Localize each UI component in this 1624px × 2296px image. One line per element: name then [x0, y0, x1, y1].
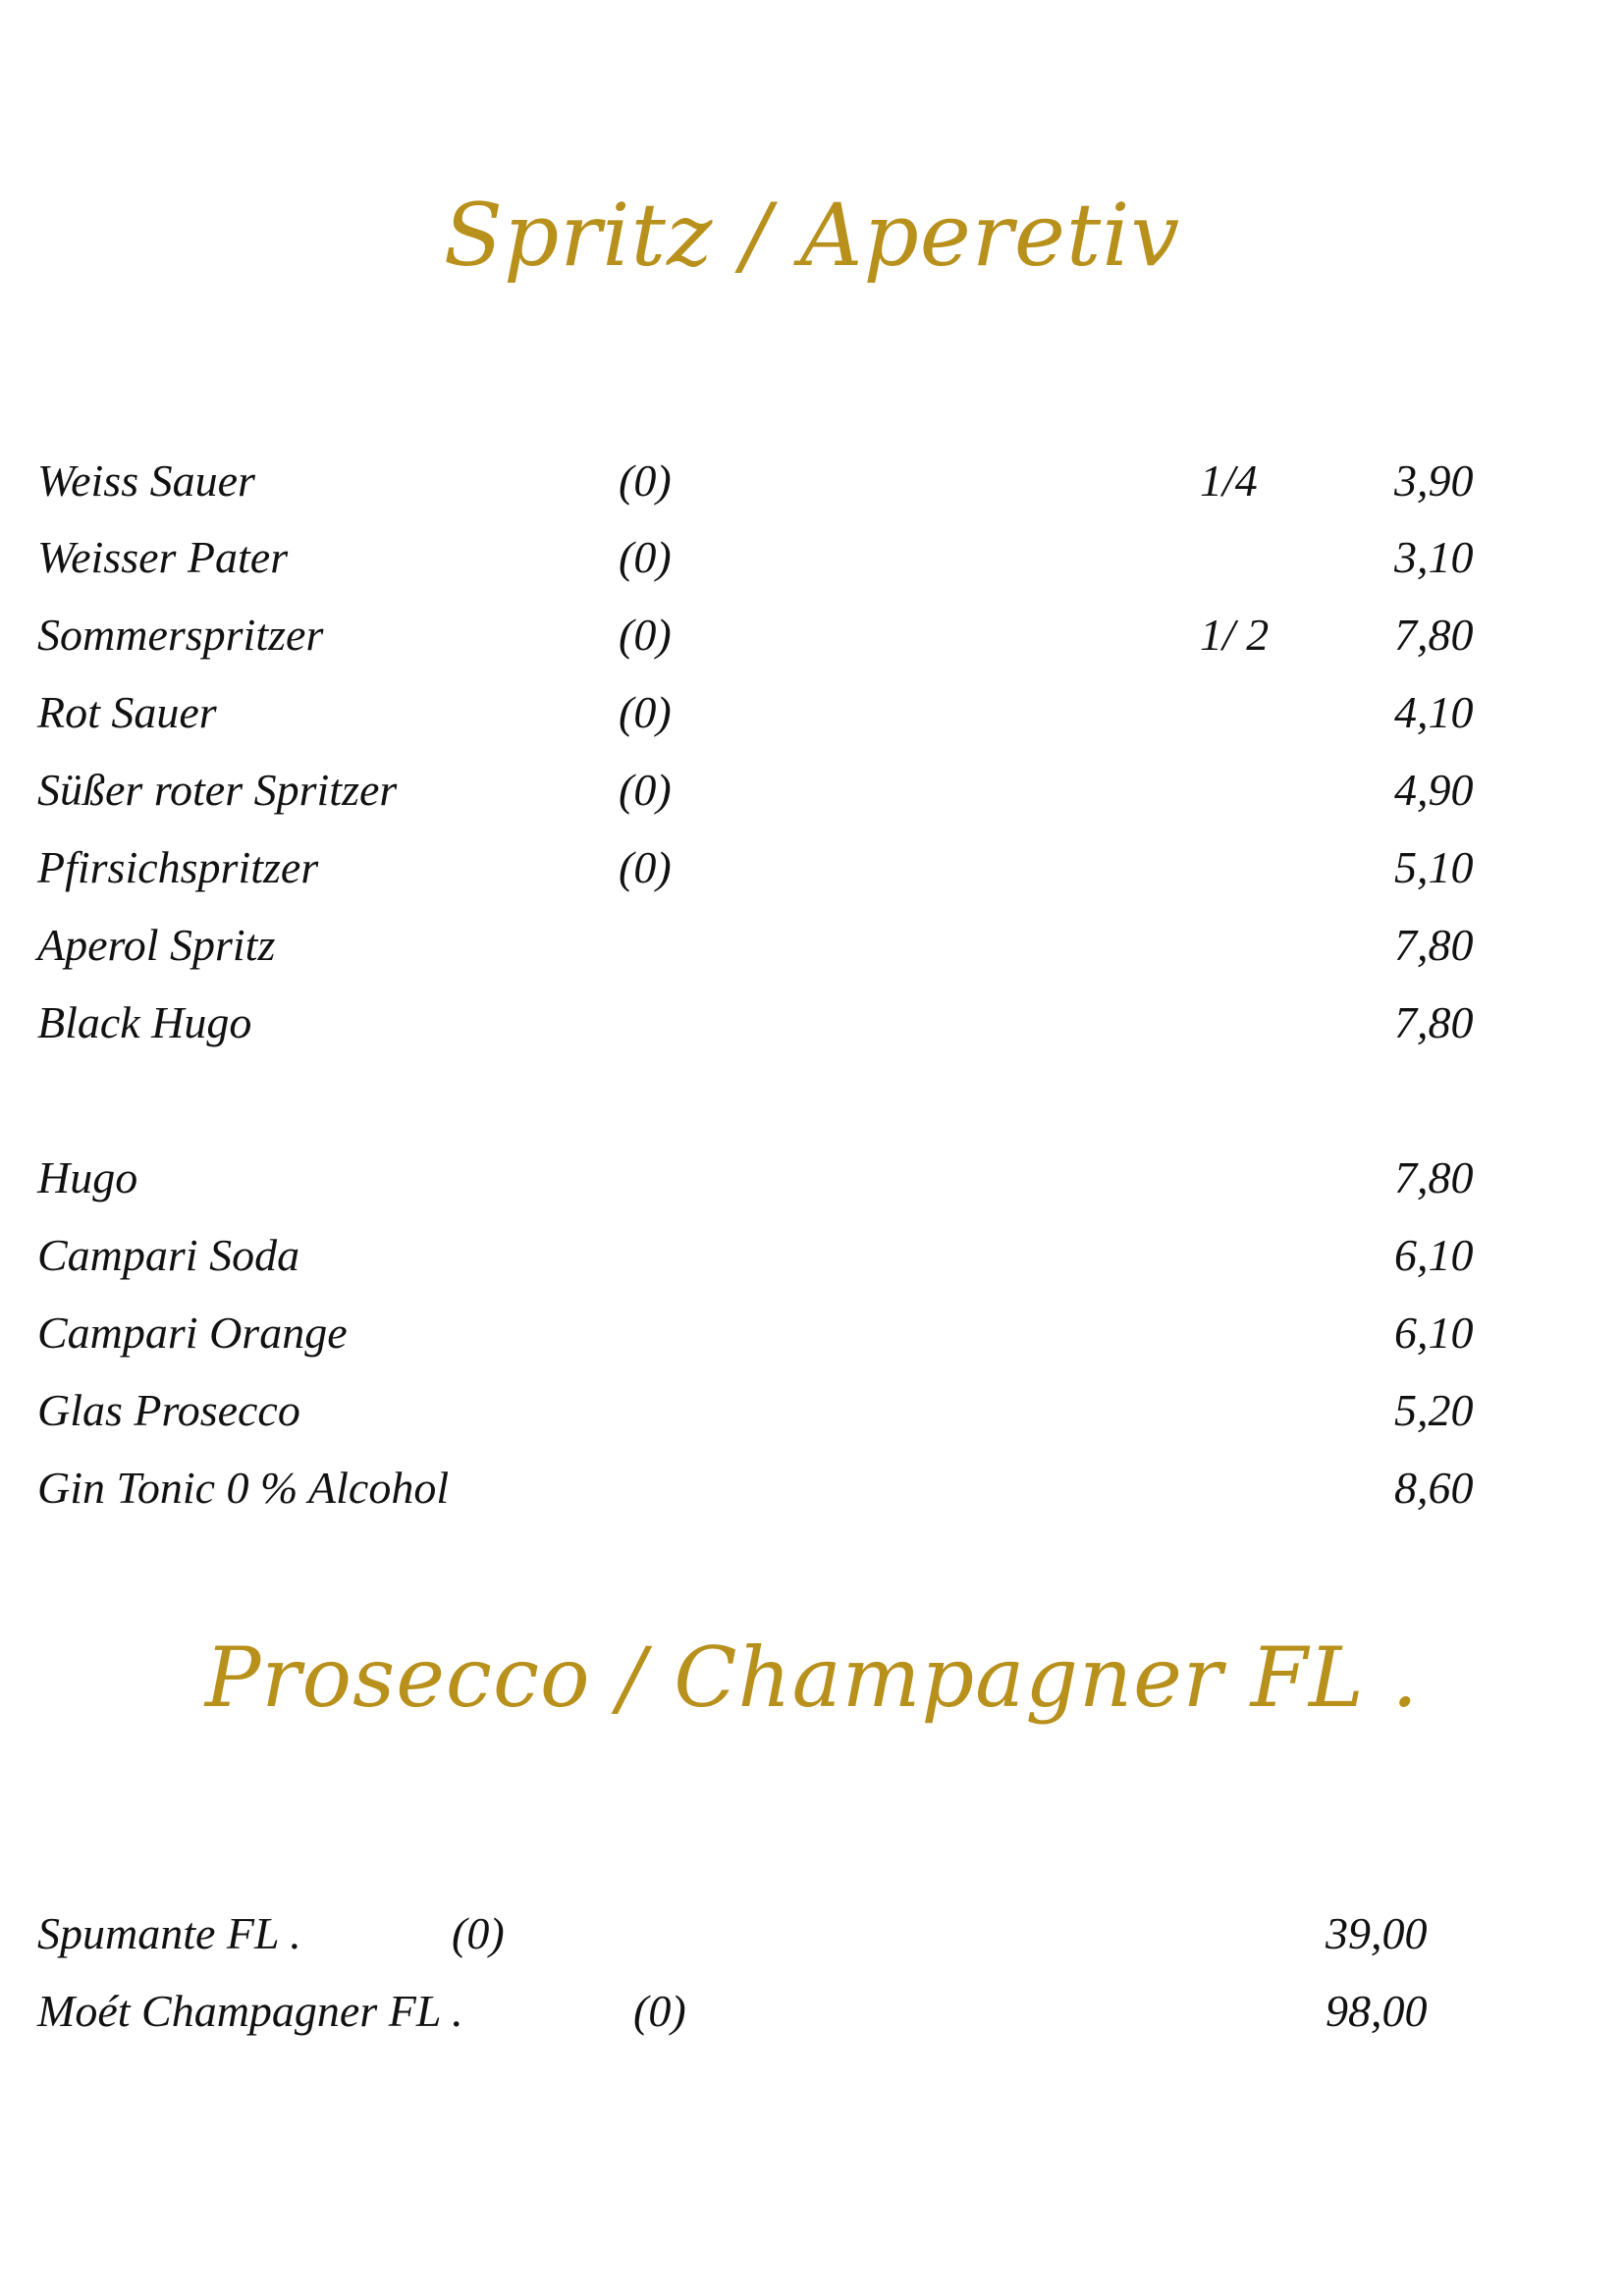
menu-item-name: Black Hugo — [37, 997, 252, 1047]
menu-item-name: Pfirsichspritzer — [37, 842, 319, 892]
menu-item-price: 3,90 — [1394, 455, 1474, 506]
section-title-spritz: Spritz / Aperetiv — [443, 185, 1181, 286]
menu-item-price: 6,10 — [1394, 1230, 1474, 1280]
menu-item-name: Weiss Sauer — [37, 455, 255, 506]
menu-item-zero: (0) — [633, 1986, 686, 2036]
menu-item-price: 98,00 — [1326, 1986, 1428, 2036]
menu-item-price: 4,10 — [1394, 687, 1474, 737]
menu-item-price: 5,10 — [1394, 842, 1474, 892]
menu-item-zero: (0) — [619, 687, 672, 737]
menu-item-name: Weisser Pater — [37, 532, 289, 582]
menu-item-price: 3,10 — [1394, 532, 1474, 582]
menu-item-size: 1/ 2 — [1200, 610, 1270, 660]
menu-item-name: Aperol Spritz — [37, 920, 276, 970]
menu-item-zero: (0) — [619, 765, 672, 815]
menu-item-price: 6,10 — [1394, 1308, 1474, 1358]
section-title-prosecco: Prosecco / Champagner FL . — [204, 1629, 1420, 1726]
menu-item-name: Glas Prosecco — [37, 1385, 300, 1435]
menu-item-price: 8,60 — [1394, 1463, 1474, 1513]
menu-item-price: 7,80 — [1394, 997, 1474, 1047]
menu-item-name: Gin Tonic 0 % Alcohol — [37, 1463, 450, 1513]
menu-item-size: 1/4 — [1200, 455, 1258, 506]
menu-item-price: 7,80 — [1394, 1152, 1474, 1202]
menu-item-price: 39,00 — [1326, 1908, 1428, 1958]
menu-item-zero: (0) — [619, 842, 672, 892]
menu-item-price: 7,80 — [1394, 610, 1474, 660]
menu-item-name: Süßer roter Spritzer — [37, 765, 398, 815]
menu-item-price: 7,80 — [1394, 920, 1474, 970]
menu-item-price: 5,20 — [1394, 1385, 1474, 1435]
menu-item-name: Spumante FL . — [37, 1908, 301, 1958]
menu-item-name: Campari Orange — [37, 1308, 348, 1358]
menu-item-zero: (0) — [619, 455, 672, 506]
menu-item-name: Sommerspritzer — [37, 610, 324, 660]
menu-item-zero: (0) — [619, 610, 672, 660]
menu-item-zero: (0) — [452, 1908, 505, 1958]
menu-item-name: Campari Soda — [37, 1230, 300, 1280]
menu-item-zero: (0) — [619, 532, 672, 582]
menu-item-price: 4,90 — [1394, 765, 1474, 815]
menu-item-name: Rot Sauer — [37, 687, 217, 737]
menu-item-name: Hugo — [37, 1152, 138, 1202]
menu-item-name: Moét Champagner FL . — [37, 1986, 463, 2036]
